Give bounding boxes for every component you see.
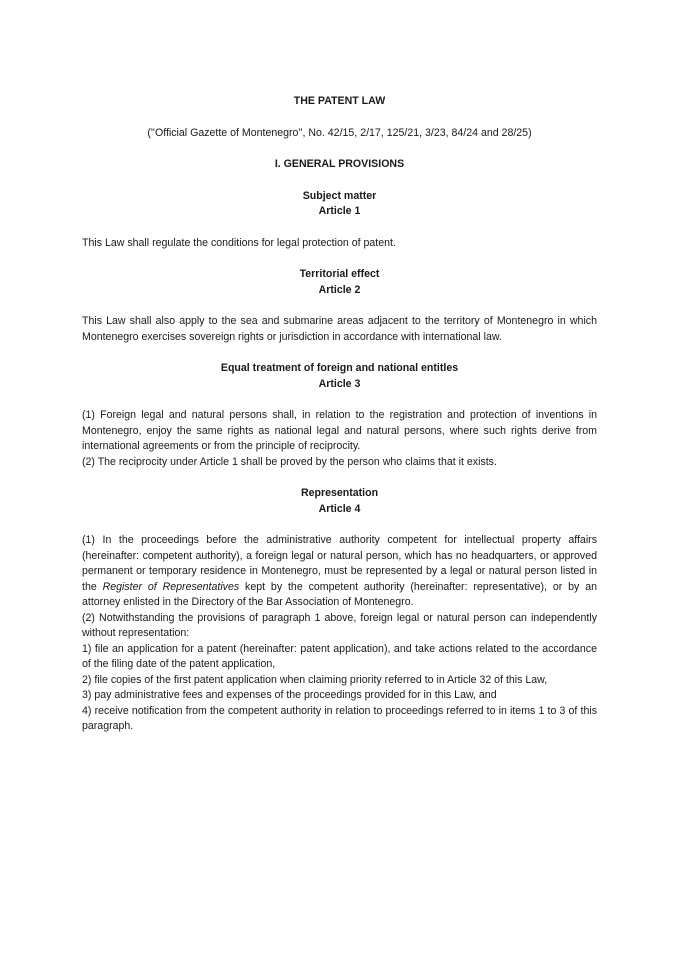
- article-1-title: Subject matter: [302, 189, 377, 202]
- article-3-body: [82, 408, 597, 470]
- article-4-title: Representation: [300, 487, 379, 499]
- register-of-representatives: Register of Representatives: [102, 580, 240, 593]
- article-2-body: [82, 314, 597, 345]
- article-1-paragraph-1: This Law shall regulate the conditions for legal protection of patent.: [82, 236, 396, 249]
- article-4-paragraph-2: (2) Notwithstanding the provisions of paragraph 1 above, foreign legal or natural person can independently without representation:: [82, 611, 597, 639]
- article-2-title: Territorial effect: [299, 268, 380, 280]
- chapter-heading: I. GENERAL PROVISIONS: [274, 158, 405, 170]
- article-1-number: Article 1: [318, 205, 361, 217]
- article-2-number: Article 2: [318, 283, 361, 296]
- article-4-paragraph-1-end: kept by the competent authority (hereinafter: representative), or by an attorney enlisted in the Directory of the Bar Association of Montenegro.: [82, 580, 597, 608]
- article-4-paragraph-1: [82, 533, 597, 611]
- article-4-item-3: 3) pay administrative fees and expenses of the proceedings provided for in this Law, and: [82, 689, 497, 701]
- article-3-heading: [82, 361, 597, 392]
- article-3-number: Article 3: [318, 377, 361, 390]
- document-title: THE PATENT LAW: [293, 95, 386, 107]
- article-4-heading: [82, 486, 597, 517]
- article-4-number: Article 4: [318, 502, 361, 515]
- article-4-item-4: 4) receive notification from the competent authority in relation to proceedings referred to in items 1 to 3 of this paragraph.: [82, 704, 597, 732]
- article-4-body: [82, 533, 597, 735]
- article-4-item-1: 1) file an application for a patent (hereinafter: patent application), and take actions related to the accordance of the filing date of the patent application,: [82, 642, 597, 670]
- article-1-heading: [82, 189, 597, 220]
- article-2-paragraph-1: This Law shall also apply to the sea and submarine areas adjacent to the territory of Montenegro in which Montenegro exercises sovereign rights or jurisdiction in accordance with international law.: [82, 315, 597, 343]
- article-3-title: Equal treatment of foreign and national entitles: [220, 362, 459, 374]
- article-2-heading: [82, 267, 597, 298]
- document-page: [82, 94, 597, 751]
- article-3-paragraph-2: (2) The reciprocity under Article 1 shall be proved by the person who claims that it exists.: [82, 455, 497, 468]
- article-4-paragraph-1-start: (1) In the proceedings before the administrative authority competent for intellectual property affairs (hereinafter: competent authority), a foreign legal or natural person, which has no headquarters, or approved permanent or temporary residence in Montenegro, must be represented by a legal or natural person listed in the: [82, 534, 597, 593]
- article-3-paragraph-1: (1) Foreign legal and natural persons shall, in relation to the registration and protection of inventions in Montenegro, enjoy the same rights as national legal and natural persons, where such rights derive from international agreements or from the principle of reciprocity.: [82, 409, 597, 452]
- gazette-reference: (''Official Gazette of Montenegro'', No. 42/15, 2/17, 125/21, 3/23, 84/24 and 28/25): [147, 126, 532, 139]
- article-1-body: [82, 236, 597, 252]
- article-4-item-2: 2) file copies of the first patent application when claiming priority referred to in Article 32 of this Law,: [82, 673, 548, 686]
